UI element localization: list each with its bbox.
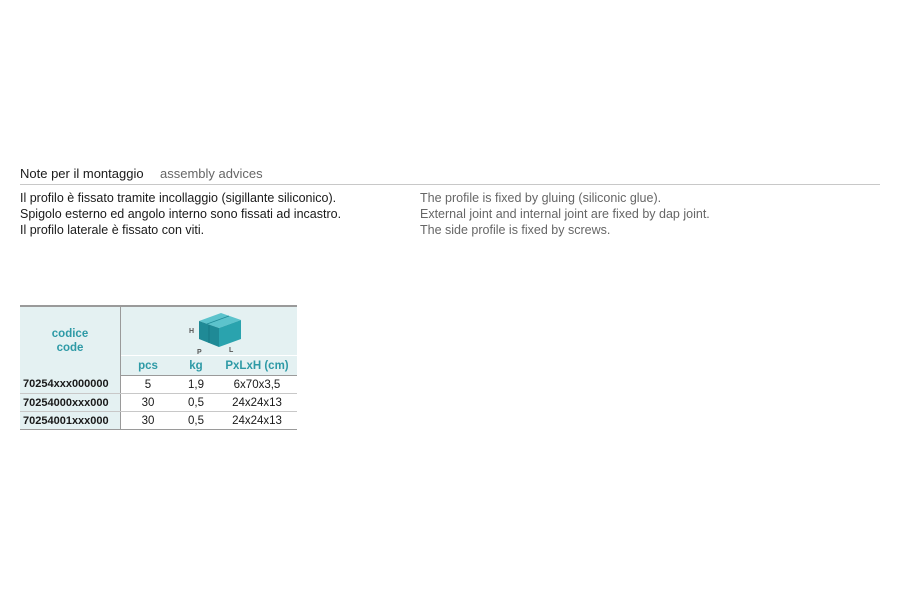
row-kg: 0,5 bbox=[188, 414, 204, 427]
table-row bbox=[20, 412, 297, 430]
row-kg: 0,5 bbox=[175, 394, 217, 412]
box-dimensions-icon bbox=[169, 309, 249, 355]
row-code: 70254xxx000000 bbox=[20, 376, 121, 394]
row-dims: 24x24x13 bbox=[232, 414, 282, 427]
box-diagram-cell bbox=[121, 306, 298, 356]
table-header-row bbox=[20, 306, 297, 356]
packaging-table bbox=[20, 305, 297, 430]
section-title-it: Note per il montaggio bbox=[20, 166, 144, 181]
col-header-kg: kg bbox=[175, 356, 217, 376]
note-line: Il profilo è fissato tramite incollaggio (sigillante siliconico). bbox=[20, 191, 337, 205]
box-label-l: L bbox=[229, 347, 234, 354]
table-row bbox=[20, 376, 297, 394]
row-pcs: 30 bbox=[141, 414, 155, 427]
note-line: The side profile is fixed by screws. bbox=[420, 223, 611, 237]
row-dims: 6x70x3,5 bbox=[217, 376, 297, 394]
note-line: Il profilo laterale è fissato con viti. bbox=[20, 223, 205, 237]
notes-italian bbox=[20, 190, 341, 238]
row-pcs: 5 bbox=[121, 376, 176, 394]
notes-english bbox=[420, 190, 710, 238]
row-code: 70254001xxx000 bbox=[20, 412, 121, 430]
note-line: Spigolo esterno ed angolo interno sono fissati ad incastro. bbox=[20, 207, 342, 221]
row-code: 70254000xxx000 bbox=[20, 394, 121, 412]
note-line: The profile is fixed by gluing (siliconic glue). bbox=[420, 191, 662, 205]
code-header-it: codice bbox=[51, 328, 89, 341]
col-header-dims: PxLxH (cm) bbox=[217, 356, 297, 376]
box-label-p: P bbox=[197, 349, 202, 355]
code-header bbox=[20, 306, 121, 376]
table-row bbox=[20, 394, 297, 412]
row-kg: 1,9 bbox=[175, 376, 217, 394]
row-dims: 24x24x13 bbox=[217, 394, 297, 412]
note-line: External joint and internal joint are fixed by dap joint. bbox=[420, 207, 710, 221]
section-header bbox=[20, 165, 880, 185]
row-pcs: 30 bbox=[121, 394, 176, 412]
code-header-en: code bbox=[56, 342, 84, 355]
col-header-pcs: pcs bbox=[121, 356, 176, 376]
section-title-en: assembly advices bbox=[160, 166, 263, 181]
box-label-h: H bbox=[189, 328, 195, 335]
